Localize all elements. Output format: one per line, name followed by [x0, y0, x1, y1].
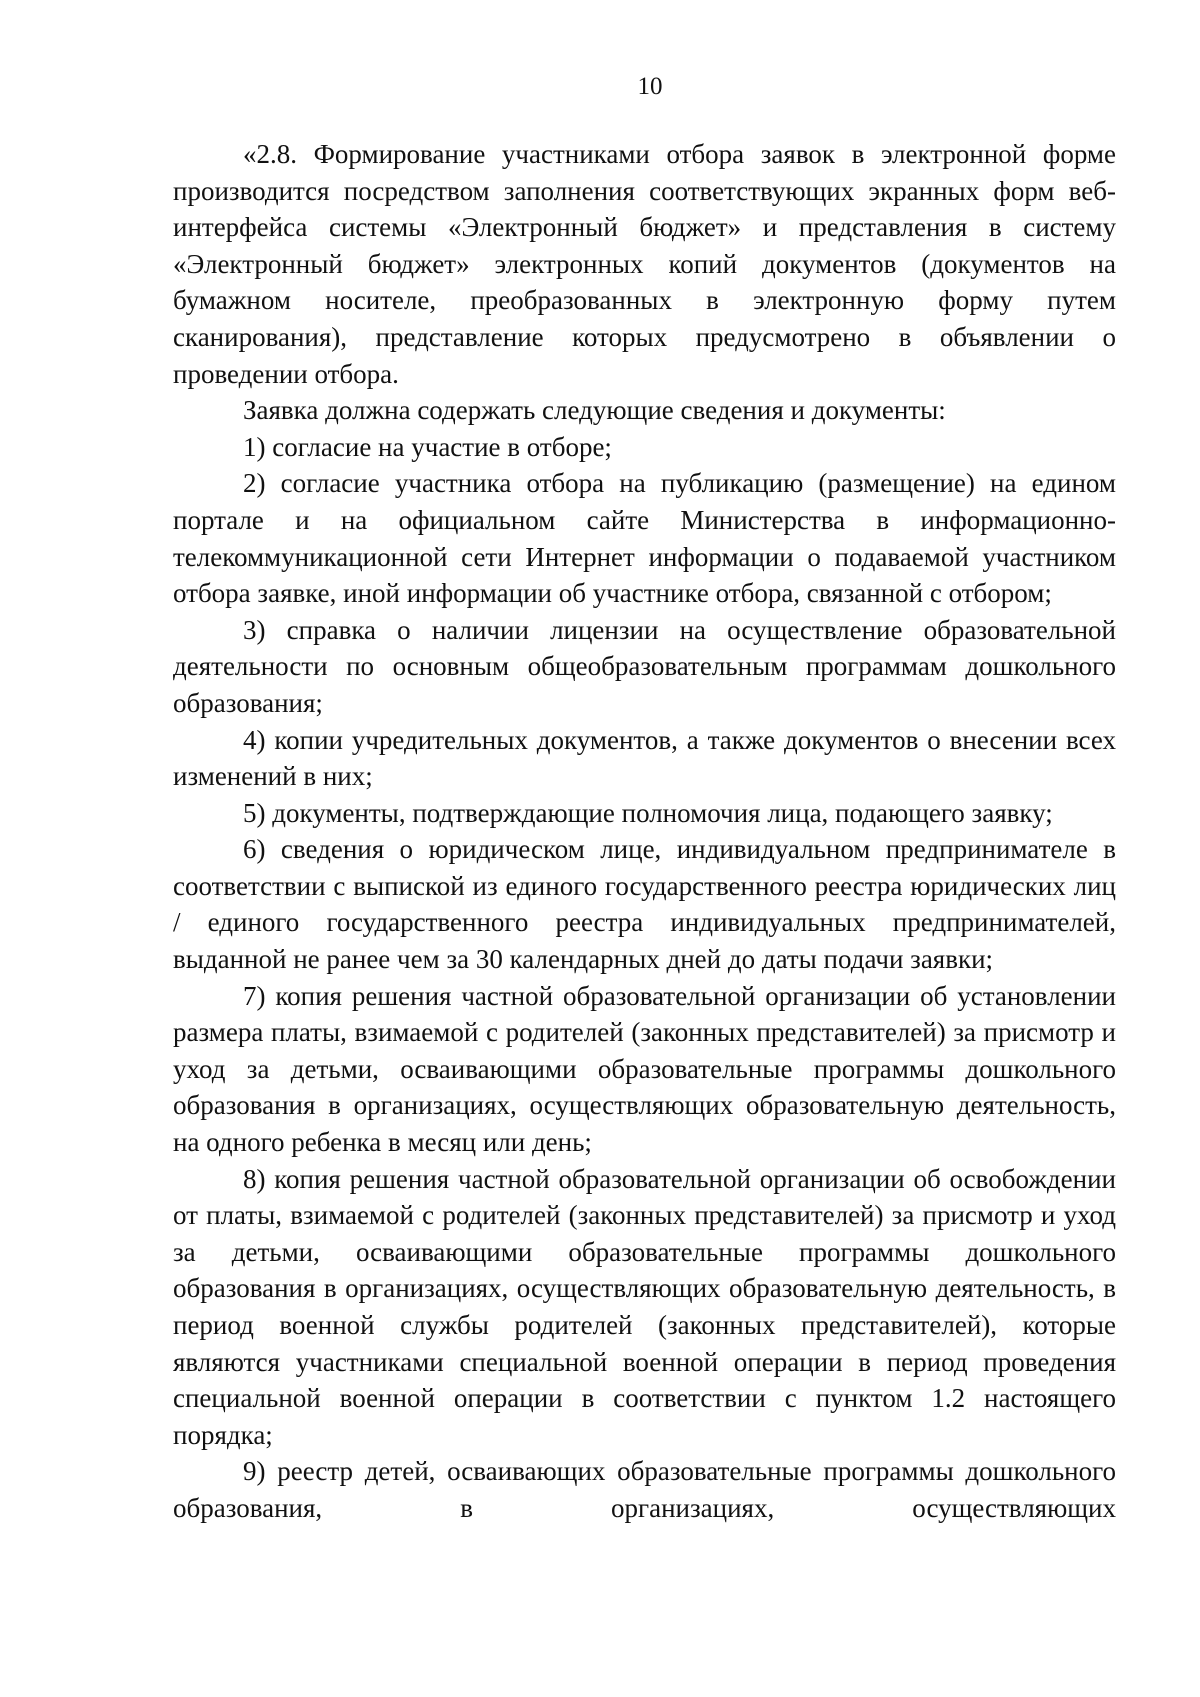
list-item-5: 5) документы, подтверждающие полномочия лица, подающего заявку; — [243, 797, 1053, 828]
list-item-2: 2) согласие участника отбора на публикацию (размещение) на едином портале и на официальном сайте Министерства в информационно-телекоммуникационной сети Интернет информации о подаваемой участником отбора заявке, иной информации об участнике отбора, связанной с отбором; — [173, 468, 1116, 609]
list-item-7: 7) копия решения частной образовательной организации об установлении размера платы, взимаемой с родителей (законных представителей) за присмотр и уход за детьми, осваивающими образовательные программы дошкольного образования в организациях, осуществляющих образовательную деятельность, на одного ребенка в месяц или день; — [173, 980, 1116, 1158]
document-body — [173, 136, 1116, 1527]
list-item-1: 1) согласие на участие в отборе; — [243, 431, 612, 462]
list-item-3: 3) справка о наличии лицензии на осуществление образовательной деятельности по основным общеобразовательным программам дошкольного образования; — [173, 614, 1116, 718]
list-item-8: 8) копия решения частной образовательной организации об освобождении от платы, взимаемой с родителей (законных представителей) за присмотр и уход за детьми, осваивающими образовательные программы дошкольного образования в организациях, осуществляющих образовательную деятельность, в период военной службы родителей (законных представителей), которые являются участниками специальной военной операции в период проведения специальной военной операции в соответствии с пунктом 1.2 настоящего порядка; — [173, 1163, 1116, 1450]
page-number: 10 — [637, 73, 663, 100]
paragraph-2-8-intro: «2.8. Формирование участниками отбора заявок в электронной форме производится посредством заполнения соответствующих экранных форм веб-интерфейса системы «Электронный бюджет» и представления в систему «Электронный бюджет» электронных копий документов (документов на бумажном носителе, преобразованных в электронную форму путем сканирования), представление которых предусмотрено в объявлении о проведении отбора. — [173, 139, 1116, 389]
paragraph-application-contents: Заявка должна содержать следующие сведения и документы: — [243, 395, 946, 426]
list-item-9: 9) реестр детей, осваивающих образовательные программы дошкольного образования, в организациях, осуществляющих — [173, 1456, 1116, 1523]
list-item-6: 6) сведения о юридическом лице, индивидуальном предпринимателе в соответствии с выпиской из единого государственного реестра юридических лиц / единого государственного реестра индивидуальных предпринимателей, выданной не ранее чем за 30 календарных дней до даты подачи заявки; — [173, 834, 1116, 975]
list-item-4: 4) копии учредительных документов, а также документов о внесении всех изменений в них; — [173, 724, 1116, 792]
